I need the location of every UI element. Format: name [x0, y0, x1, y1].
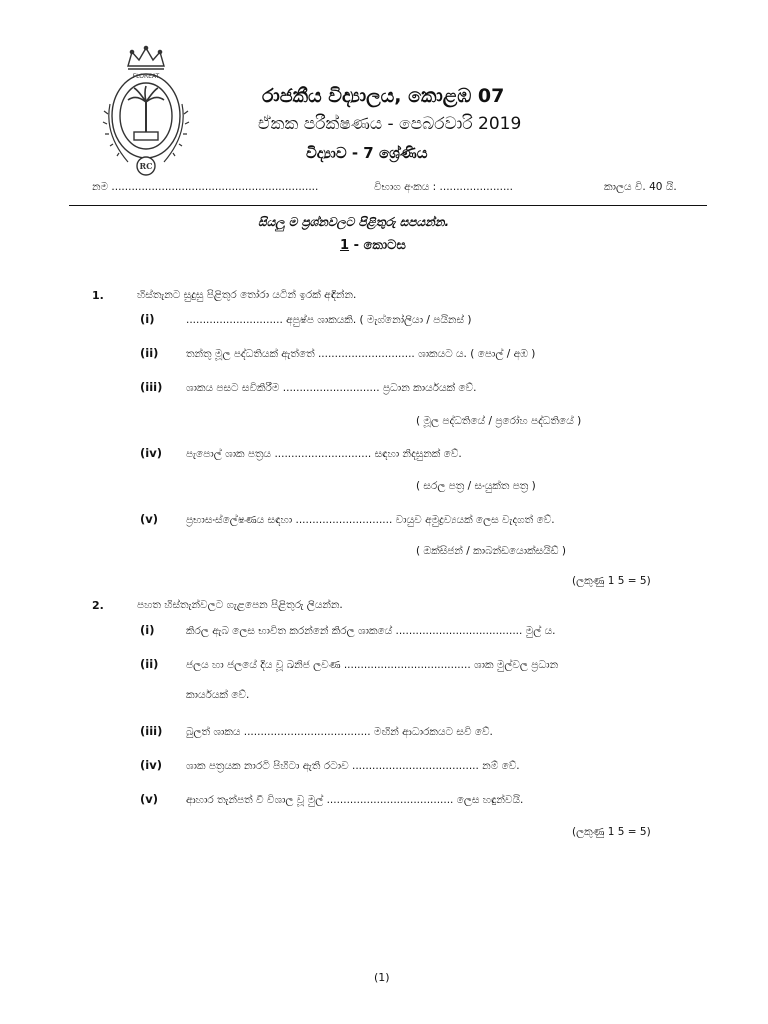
item-number: (iii) [140, 724, 163, 738]
question-stem: පහත හිස්තැන්වලට ගැළපෙන පිළිතුරු ලියන්න. [137, 599, 343, 611]
svg-text:RC: RC [139, 161, 153, 171]
item-text: ජලය හා ජලයේ දිය වූ ඛනිජ ලවණ ...................................... ශාක මුල්වල ප්‍රධාන [186, 659, 559, 671]
item-text-continued: කාර්යයක් වේ. [186, 689, 250, 701]
item-text: ආහාර තැන්පත් වී විශාල වූ මුල් ...................................... ලෙස හඳුන්වයි. [186, 794, 524, 806]
item-options: ( මූල පද්ධතියේ / ප්‍රරෝහ පද්ධතියේ ) [416, 415, 582, 427]
item-number: (iv) [140, 758, 162, 772]
item-text: ප්‍රභාසංස්ලේෂණය සඳහා ............................. වායුව අමුද්‍රව්‍යයක් ලෙස වැදගත් වේ. [186, 514, 555, 526]
item-text: කිරල ඇබ ලෙස භාවිත කරන්නේ කිරල ශාකයේ ...................................... මුල් ය. [186, 625, 556, 637]
item-number: (iv) [140, 446, 162, 460]
item-text: බුලත් ශාකය ...................................... මඟින් ආධාරකයට සවි වේ. [186, 726, 493, 738]
school-name: රාජකීය විද්‍යාලය, කොළඹ 07 [262, 85, 505, 107]
item-text: ශාක පත්‍රයක නාරටි පිහිටා ඇති රටාව ...................................... නම් වේ. [186, 760, 520, 772]
item-text: තන්තු මූල පද්ධතියක් ඇත්තේ ............................. ශාකයට ය. ( පොල් / අඹ ) [186, 348, 536, 360]
item-options: ( ඔක්සිජන් / කාබන්ඩයොක්සයිඩ් ) [416, 545, 566, 557]
page-number: (1) [374, 971, 390, 984]
header-rule [69, 205, 707, 206]
instruction: සියලු ම ප්‍රශ්නවලට පිළිතුරු සපයන්න. [258, 215, 450, 229]
svg-text:FLOREAT: FLOREAT [132, 73, 160, 80]
part-label: - කොටස [349, 238, 406, 253]
item-text: පැපොල් ශාක පත්‍රය ............................. සඳහා නිදසුනක් වේ. [186, 448, 462, 460]
question-number: 2. [92, 599, 104, 612]
subject-grade: විද්‍යාව - 7 ශ්‍රේණිය [306, 144, 428, 162]
item-number: (ii) [140, 657, 159, 671]
item-number: (ii) [140, 346, 159, 360]
school-crest-icon [98, 44, 194, 180]
item-number: (v) [140, 512, 159, 526]
item-number: (i) [140, 312, 155, 326]
question-number: 1. [92, 289, 104, 302]
item-number: (iii) [140, 380, 163, 394]
name-field: නම .............................................................. [92, 181, 319, 193]
part-heading [340, 238, 406, 253]
marks-note: (ලකුණු 1 5 = 5) [572, 826, 651, 838]
time-allowed: කාලය වි. 40 යි. [604, 181, 677, 193]
exam-title: ඒකක පරීක්ෂණය - පෙබරවාරි 2019 [258, 114, 522, 134]
item-number: (i) [140, 623, 155, 637]
question-stem: හිස්තැනට සුදුසු පිළිතුර තෝරා යටින් ඉරක් අඳින්න. [137, 289, 357, 301]
item-text: ............................. අපුෂ්ප ශාකයකි. ( මැග්නෝලියා / පයිනස් ) [186, 314, 472, 326]
item-options: ( සරල පත්‍ර / සංයුක්ත පත්‍ර ) [416, 480, 536, 492]
index-field: විභාග අංකය : ...................... [374, 181, 513, 193]
marks-note: (ලකුණු 1 5 = 5) [572, 575, 651, 587]
part-number: 1 [340, 238, 350, 253]
school-crest [98, 44, 194, 180]
item-text: ශාකය පසට සවිකිරීම ............................. ප්‍රධාන කාර්යයක් වේ. [186, 382, 477, 394]
item-number: (v) [140, 792, 159, 806]
